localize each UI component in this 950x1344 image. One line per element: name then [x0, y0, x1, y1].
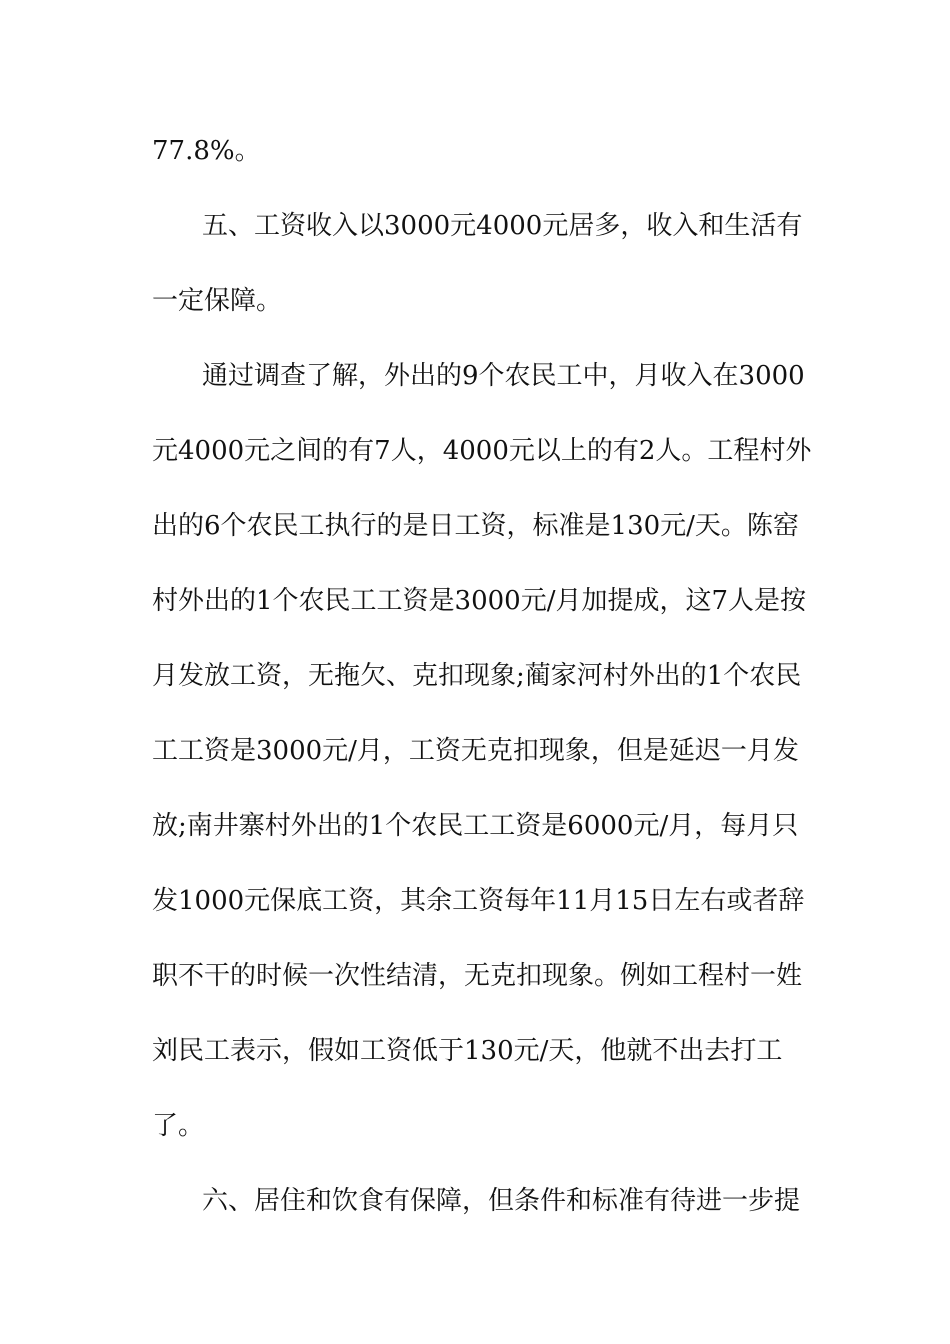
paragraph-start: 通过调查了解，外出的9个农民工中，月收入在3000 [202, 361, 805, 391]
text-line-13: 刘民工表示，假如工资低于130元/天，他就不出去打工 [152, 1036, 783, 1066]
text-line-5: 元4000元之间的有7人，4000元以上的有2人。工程村外 [152, 436, 812, 466]
section-heading-6: 六、居住和饮食有保障，但条件和标准有待进一步提 [202, 1186, 801, 1216]
text-line-6: 出的6个农民工执行的是日工资，标准是130元/天。陈窑 [152, 511, 799, 541]
text-line-9: 工工资是3000元/月，工资无克扣现象，但是延迟一月发 [152, 736, 799, 766]
text-line-11: 发1000元保底工资，其余工资每年11月15日左右或者辞 [152, 886, 805, 916]
text-line-1: 77.8%。 [152, 136, 261, 166]
text-line-3: 一定保障。 [152, 286, 283, 316]
section-heading-5: 五、工资收入以3000元4000元居多，收入和生活有 [202, 211, 803, 241]
text-line-7: 村外出的1个农民工工资是3000元/月加提成，这7人是按 [152, 586, 807, 616]
text-line-8: 月发放工资，无拖欠、克扣现象;蔺家河村外出的1个农民 [152, 661, 802, 691]
text-line-14: 了。 [152, 1111, 205, 1141]
text-line-12: 职不干的时候一次性结清，无克扣现象。例如工程村一姓 [152, 961, 803, 991]
text-line-10: 放;南井寨村外出的1个农民工工资是6000元/月，每月只 [152, 811, 799, 841]
